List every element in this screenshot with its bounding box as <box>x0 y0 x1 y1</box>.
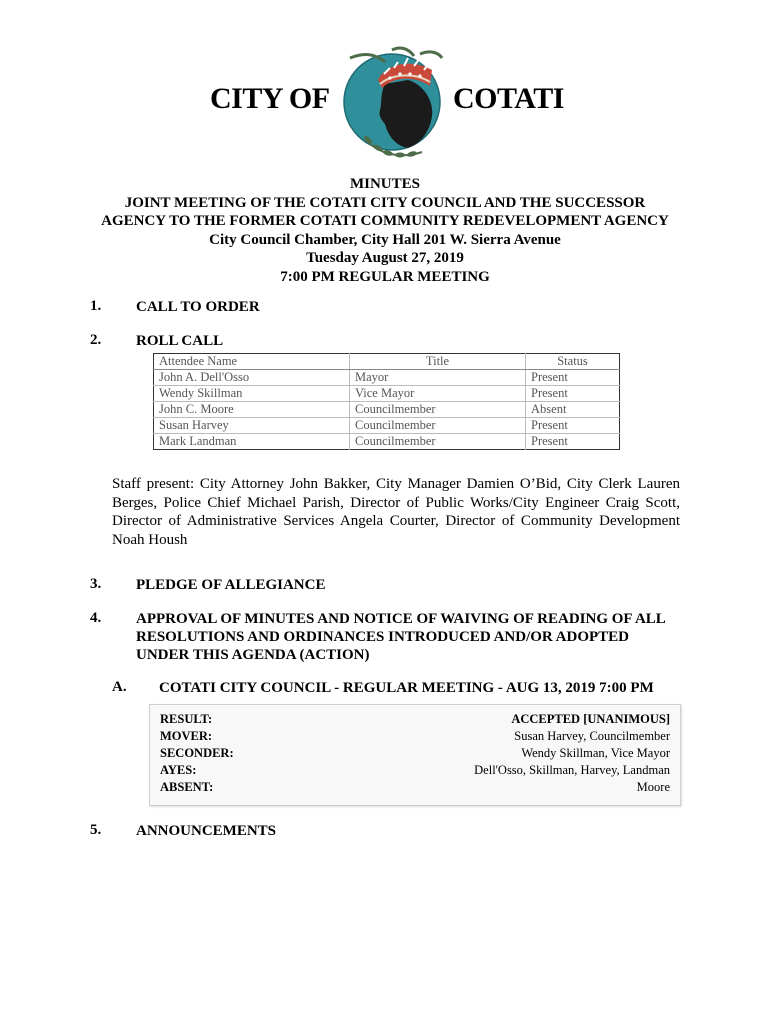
attendee-title: Councilmember <box>350 434 526 450</box>
vote-result-value: ACCEPTED [UNANIMOUS] <box>511 712 670 726</box>
sub-item-letter: A. <box>112 679 127 695</box>
vote-result-box <box>149 704 681 806</box>
meeting-location: City Council Chamber, City Hall 201 W. Sierra Avenue <box>209 231 561 248</box>
item-label-line: UNDER THIS AGENDA (ACTION) <box>136 647 370 663</box>
vote-seconder-row <box>160 745 670 762</box>
column-header-attendee: Attendee Name <box>154 354 350 370</box>
item-number: 5. <box>90 822 102 838</box>
attendee-status: Absent <box>526 402 620 418</box>
attendee-name: Susan Harvey <box>154 418 350 434</box>
letterhead <box>0 44 770 164</box>
vote-ayes-row <box>160 762 670 779</box>
attendee-name: Wendy Skillman <box>154 386 350 402</box>
item-label-line: APPROVAL OF MINUTES AND NOTICE OF WAIVING OF READING OF ALL <box>136 611 666 627</box>
table-row <box>154 370 620 386</box>
item-number: 3. <box>90 576 102 592</box>
vote-label: ABSENT: <box>160 780 214 794</box>
item-label: CALL TO ORDER <box>136 299 260 315</box>
vote-seconder-value: Wendy Skillman, Vice Mayor <box>521 746 670 760</box>
meeting-title-line: JOINT MEETING OF THE COTATI CITY COUNCIL AND THE SUCCESSOR <box>124 194 646 211</box>
table-row <box>154 386 620 402</box>
table-row <box>154 418 620 434</box>
table-header-row <box>154 354 620 370</box>
attendee-title: Councilmember <box>350 402 526 418</box>
attendee-status: Present <box>526 370 620 386</box>
city-name-right: COTATI <box>453 82 564 115</box>
vote-label: MOVER: <box>160 729 213 743</box>
vote-absent-row <box>160 779 670 796</box>
vote-mover-value: Susan Harvey, Councilmember <box>514 729 670 743</box>
sub-item-label: COTATI CITY COUNCIL - REGULAR MEETING - AUG 13, 2019 7:00 PM <box>159 680 654 696</box>
item-number: 1. <box>90 298 102 314</box>
table-row <box>154 402 620 418</box>
roll-call-table <box>153 353 620 450</box>
vote-absent-value: Moore <box>636 780 670 794</box>
vote-label: SECONDER: <box>160 746 234 760</box>
attendee-title: Councilmember <box>350 418 526 434</box>
vote-label: AYES: <box>160 763 197 777</box>
item-number: 4. <box>90 610 102 626</box>
column-header-title: Title <box>350 354 526 370</box>
attendee-name: Mark Landman <box>154 434 350 450</box>
meeting-date: Tuesday August 27, 2019 <box>306 250 464 266</box>
item-label: ROLL CALL <box>136 333 224 349</box>
vote-label: RESULT: <box>160 712 213 726</box>
attendee-title: Mayor <box>350 370 526 386</box>
attendee-name: John A. Dell'Osso <box>154 370 350 386</box>
minutes-heading: MINUTES <box>349 176 420 192</box>
vote-mover-row <box>160 728 670 745</box>
attendee-name: John C. Moore <box>154 402 350 418</box>
city-name-left: CITY OF <box>210 82 330 115</box>
attendee-status: Present <box>526 418 620 434</box>
item-label-line: RESOLUTIONS AND ORDINANCES INTRODUCED AND/OR ADOPTED <box>136 629 629 645</box>
column-header-status: Status <box>526 354 620 370</box>
vote-ayes-value: Dell'Osso, Skillman, Harvey, Landman <box>474 763 670 777</box>
meeting-time: 7:00 PM REGULAR MEETING <box>280 268 490 285</box>
attendee-title: Vice Mayor <box>350 386 526 402</box>
table-row <box>154 434 620 450</box>
item-number: 2. <box>90 332 102 348</box>
item-label: ANNOUNCEMENTS <box>136 823 277 839</box>
staff-present-paragraph: Staff present: City Attorney John Bakker, City Manager Damien O’Bid, City Clerk Lauren Berges, Police Chief Michael Parish, Director of Public Works/City Engineer Craig Scott, Director of Administrative Services Angela Courter, Director of Community Development Noah Housh <box>112 476 680 548</box>
attendee-status: Present <box>526 434 620 450</box>
attendee-status: Present <box>526 386 620 402</box>
meeting-title-block <box>60 175 710 286</box>
vote-result-row <box>160 711 670 728</box>
city-of-cotati-seal-icon <box>330 44 450 164</box>
item-label: PLEDGE OF ALLEGIANCE <box>136 577 326 593</box>
meeting-title-line: AGENCY TO THE FORMER COTATI COMMUNITY REDEVELOPMENT AGENCY <box>101 213 669 229</box>
